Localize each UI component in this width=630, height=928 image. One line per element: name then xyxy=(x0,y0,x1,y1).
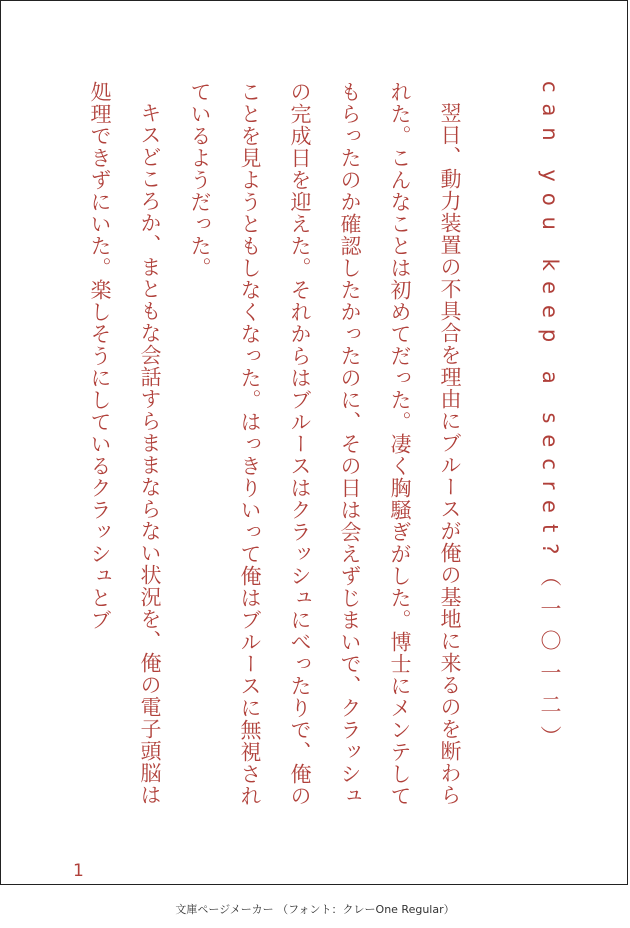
page-number: 1 xyxy=(73,861,84,881)
paragraph-1: 翌日、動力装置の不具合を理由にブルースが俺の基地に来るのを断わられた。こんなことは初めてだった。凄く胸騒ぎがした。博士にメンテしてもらったのか確認したかったのに、その日は会えずじまいで、クラッシュの完成日を迎えた。それからはブルースはクラッシュにべったりで、俺のことを見ようともしなくなった。はっきりいって俺はブルースに無視されているようだった。 xyxy=(188,81,462,807)
chapter-title: can you keep a secret?（一〇一二） xyxy=(538,81,562,758)
vertical-text-body xyxy=(75,81,575,821)
paragraph-2: キスどころか、まともな会話すらままならない状況を、俺の電子頭脳は処理できずにいた。楽しそうにしているクラッシュとブ xyxy=(88,81,162,806)
footer-caption: 文庫ページメーカー （フォント：クレーOne Regular） xyxy=(175,903,455,916)
